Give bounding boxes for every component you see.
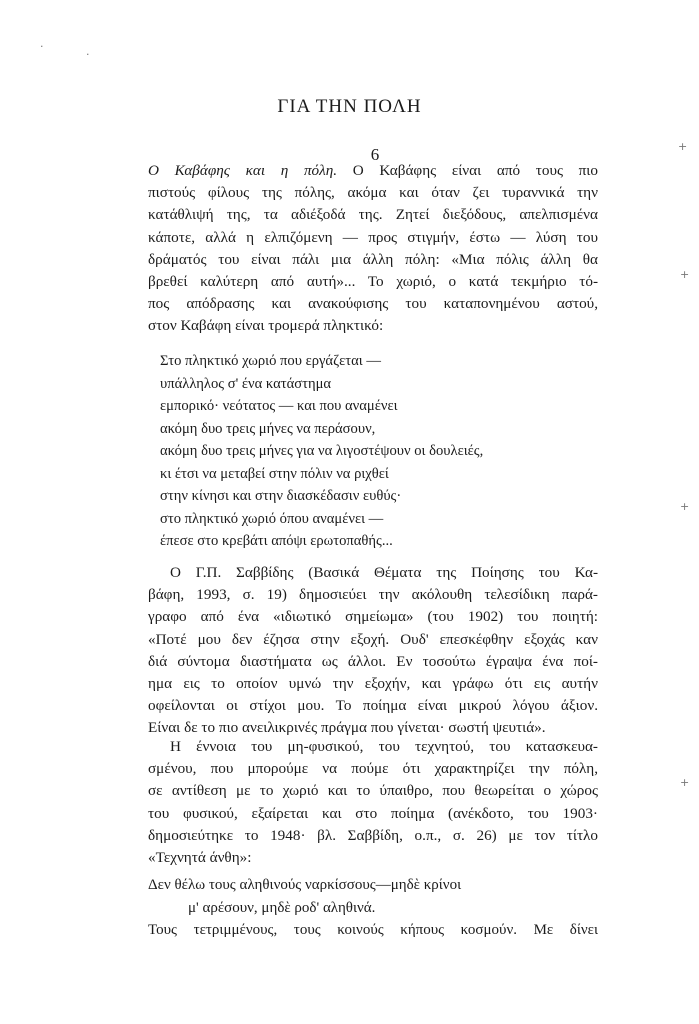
paragraph-line: πιστούς φίλους της πόλης, ακόμα και όταν ζει τυραννικά την (148, 184, 598, 202)
paragraph-line: οφείλονται οι στίχοι μου. Το ποίημα είναι μικρού λόγου άξιον. (148, 697, 598, 715)
paragraph-line: στον Καβάφη είναι τρομερά πληκτικό: (148, 317, 384, 335)
poem-line: ακόμη δυο τρεις μήνες να περάσουν, (160, 420, 376, 437)
page-title: ΓΙΑ ΤΗΝ ΠΟΛΗ (277, 96, 422, 117)
chapter-number: 6 (370, 145, 380, 164)
poem-excerpt-2 (148, 874, 608, 942)
margin-mark: + (680, 776, 690, 789)
poem-line: στην κίνησι και στην διασκέδασιν ευθύς· (160, 488, 402, 504)
paragraph-line: κάποτε, αλλά η ελπιζόμενη — προς στιγμήν, έστω — λύση του (148, 228, 598, 246)
paragraph-line: δημοσιεύτηκε το 1948· βλ. Σαββίδη, ο.π., σ. 26) με τον τίτλο (148, 826, 598, 844)
paragraph-2 (148, 562, 598, 740)
paragraph-line: «Ποτέ μου δεν έζησα στην εξοχή. Ουδ' επεσκέφθην εξοχάς καν (148, 630, 598, 648)
paragraph-line: πος απόδρασης και ανακούφισης του καταπονημένου αστού, (148, 295, 598, 313)
poem-line: Στο πληκτικό χωριό που εργάζεται — (160, 353, 381, 369)
poem-line: εμπορικό· νεότατος — και που αναμένει (160, 398, 398, 414)
paragraph-1 (148, 160, 598, 338)
paragraph-line: βάφη, 1993, σ. 19) δημοσιεύει την ακόλουθη τελεσίδικη παρά- (148, 586, 598, 604)
paragraph-line: Ο Καβάφης και η πόλη. Ο Καβάφης είναι από τους πιο (148, 162, 598, 179)
paragraph-line: ημα εις το οποίον υμνώ την εξοχήν, και γράφω ότι εις αυτήν (148, 675, 598, 693)
paragraph-line: δράματός του είναι πάλι μια άλλη πόλη: «Μια πόλις άλλη θα (148, 250, 598, 268)
margin-mark: + (680, 268, 690, 281)
margin-mark: · (40, 40, 44, 53)
paragraph-line: σμένου, που μπορούμε να πούμε ότι χαρακτηρίζει την πόλη, (148, 760, 598, 778)
italic-lead: Ο Καβάφης και η πόλη. (148, 162, 338, 179)
paragraph-line: «Τεχνητά άνθη»: (148, 849, 252, 867)
poem-line: ακόμη δυο τρεις μήνες για να λιγοστέψουν οι δουλειές, (160, 443, 484, 459)
paragraph-line: βρεθεί καλύτερη από αυτή»... Το χωριό, ο κατά τεκμήριο τό- (148, 273, 598, 291)
paragraph-line: σε αντίθεση με το χωριό και το ύπαιθρο, που θεωρείται ο χώρος (148, 782, 598, 800)
margin-mark: + (680, 500, 690, 513)
poem-line: υπάλληλος σ' ένα κατάστημα (160, 375, 332, 392)
paragraph-line: Η έννοια του μη-φυσικού, του τεχνητού, του κατασκευα- (170, 738, 598, 755)
paragraph-line: του φυσικού, εξαίρεται και στο ποίημα (ανέκδοτο, του 1903· (148, 804, 598, 822)
margin-mark: + (678, 140, 688, 153)
paragraph-3 (148, 736, 598, 869)
poem-line: μ' αρέσουν, μηδὲ ροδ' αληθινά. (188, 899, 376, 916)
margin-mark: · (86, 48, 90, 61)
paragraph-line: γραφο από ένα «ιδιωτικό σημείωμα» (του 1902) του ποιητή: (148, 608, 598, 626)
poem-line: στο πληκτικό χωριό όπου αναμένει — (160, 510, 384, 527)
poem-line: έπεσε στο κρεβάτι απόψι ερωτοπαθής... (160, 533, 393, 549)
poem-line: Τους τετριμμένους, τους κοινούς κήπους κοσμούν. Με δίνει (148, 922, 598, 939)
poem-line: Δεν θέλω τους αληθινούς ναρκίσσους—μηδὲ κρίνοι (148, 877, 462, 893)
paragraph-line: διά σύντομα διαστήματα ως άλλοι. Εν τοσούτω έγραψα ένα ποί- (148, 652, 598, 670)
paragraph-line: Ο Γ.Π. Σαββίδης (Βασικά Θέματα της Ποίησης του Κα- (170, 564, 598, 581)
paragraph-line: κατάθλιψή της, τα αδιέξοδά της. Ζητεί διεξόδους, απελπισμένα (148, 206, 598, 224)
poem-excerpt-1 (160, 350, 620, 553)
paragraph-line: Είναι δε το πιο ανειλικρινές πράγμα που γίνεται· σωστή ψευτιά». (148, 719, 546, 737)
poem-line: κι έτσι να μεταβεί στην πόλιν να ριχθεί (160, 465, 389, 482)
